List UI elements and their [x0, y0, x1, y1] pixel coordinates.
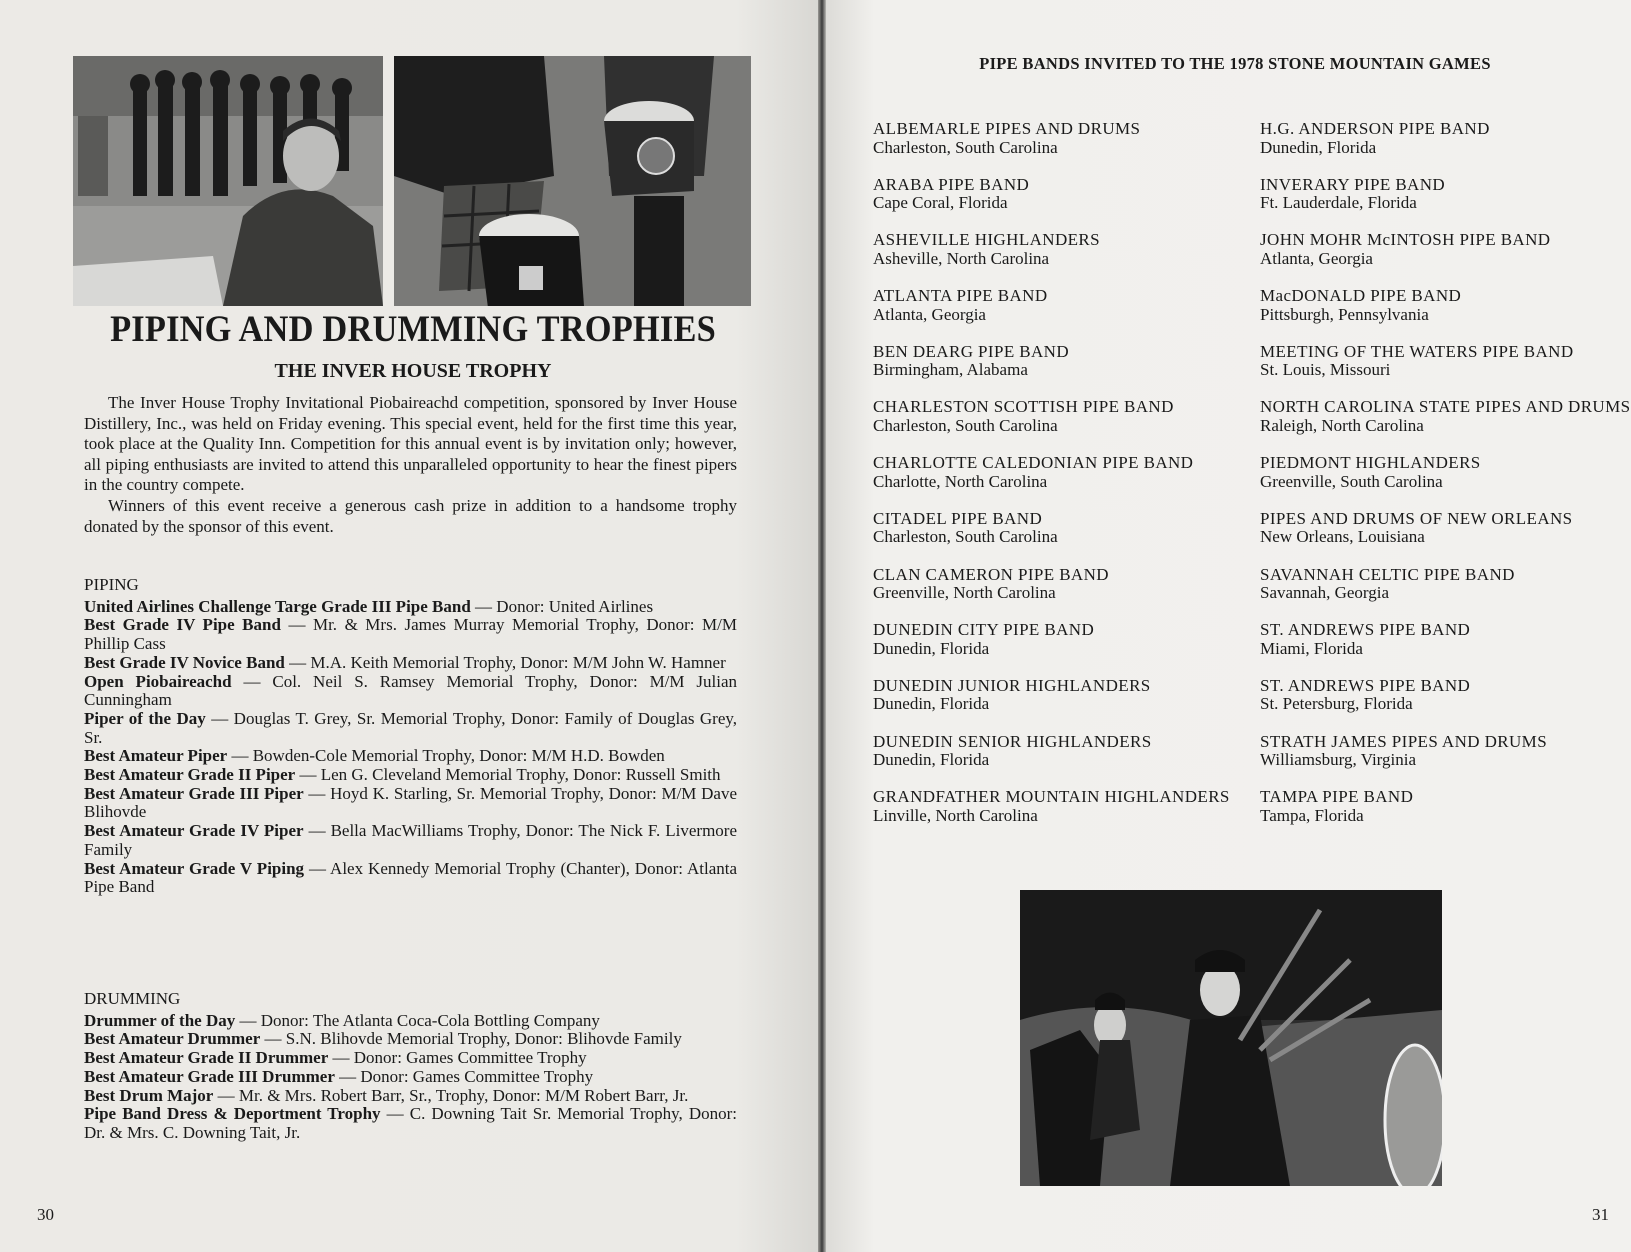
award-item	[84, 1068, 737, 1087]
award-detail: — Bella MacWilliams Trophy, Donor: The Nick F. Livermore Family	[84, 821, 737, 859]
bands-heading: PIPE BANDS INVITED TO THE 1978 STONE MOUNTAIN GAMES	[979, 54, 1491, 73]
section-subtitle: THE INVER HOUSE TROPHY	[274, 360, 552, 382]
photo-drummers	[394, 56, 751, 306]
band-entry	[1260, 510, 1631, 547]
band-location: Atlanta, Georgia	[873, 304, 986, 324]
award-name: Best Grade IV Novice Band	[84, 652, 285, 672]
band-location: Atlanta, Georgia	[1260, 248, 1373, 268]
band-name: CHARLESTON SCOTTISH PIPE BAND	[873, 397, 1174, 417]
award-name: United Airlines Challenge Targe Grade III Pipe Band	[84, 596, 471, 616]
award-item	[84, 1030, 737, 1049]
band-entry	[1260, 733, 1631, 770]
award-name: Best Amateur Grade II Piper	[84, 765, 296, 785]
band-name: ST. ANDREWS PIPE BAND	[1260, 620, 1471, 640]
band-location: Miami, Florida	[1260, 638, 1363, 658]
award-detail: — Hoyd K. Starling, Sr. Memorial Trophy, Donor: M/M Dave Blihovde	[84, 783, 737, 822]
award-item	[84, 766, 737, 785]
band-entry	[1260, 120, 1631, 157]
band-entry	[873, 343, 1253, 380]
band-entry	[873, 677, 1253, 714]
band-entry	[873, 176, 1253, 213]
award-item	[84, 822, 737, 859]
band-name: SAVANNAH CELTIC PIPE BAND	[1260, 564, 1515, 584]
band-entry	[1260, 398, 1631, 435]
band-name: DUNEDIN CITY PIPE BAND	[873, 620, 1095, 640]
band-name: ATLANTA PIPE BAND	[873, 286, 1048, 306]
award-detail: — Mr. & Mrs. Robert Barr, Sr., Trophy, Donor: M/M Robert Barr, Jr.	[217, 1085, 689, 1105]
award-name: Best Amateur Grade II Drummer	[84, 1048, 329, 1068]
award-item	[84, 785, 737, 822]
band-location: Linville, North Carolina	[873, 805, 1038, 825]
book-spine	[818, 0, 826, 1252]
band-name: JOHN MOHR McINTOSH PIPE BAND	[1260, 230, 1551, 250]
photo-female-pipers	[1020, 890, 1442, 1186]
band-location: Greenville, South Carolina	[1260, 471, 1443, 491]
band-entry	[1260, 677, 1631, 714]
award-name: Drummer of the Day	[84, 1010, 236, 1030]
band-name: MEETING OF THE WATERS PIPE BAND	[1260, 341, 1574, 361]
award-detail: — Donor: Games Committee Trophy	[332, 1048, 587, 1068]
award-detail: — Bowden-Cole Memorial Trophy, Donor: M/M H.D. Bowden	[231, 746, 665, 766]
award-item	[84, 1012, 737, 1031]
band-location: Charleston, South Carolina	[873, 137, 1058, 157]
band-location: Dunedin, Florida	[873, 750, 990, 770]
band-entry	[873, 733, 1253, 770]
piping-section	[84, 576, 737, 897]
band-location: Charleston, South Carolina	[873, 416, 1058, 436]
band-name: INVERARY PIPE BAND	[1260, 174, 1446, 194]
band-entry	[873, 510, 1253, 547]
band-name: ARABA PIPE BAND	[873, 174, 1030, 194]
award-item	[84, 710, 737, 747]
page-number-left: 30	[37, 1205, 54, 1224]
band-location: Dunedin, Florida	[873, 694, 990, 714]
band-name: DUNEDIN SENIOR HIGHLANDERS	[873, 731, 1152, 751]
award-name: Pipe Band Dress & Deportment Trophy	[84, 1104, 381, 1124]
band-location: Cape Coral, Florida	[873, 193, 1008, 213]
award-detail: — S.N. Blihovde Memorial Trophy, Donor: Blihovde Family	[264, 1029, 682, 1049]
drumming-heading: DRUMMING	[84, 989, 181, 1008]
bands-column-left	[873, 120, 1253, 844]
page-number-right: 31	[1592, 1205, 1609, 1224]
band-entry	[873, 788, 1253, 825]
band-location: Asheville, North Carolina	[873, 248, 1050, 268]
band-name: CLAN CAMERON PIPE BAND	[873, 564, 1109, 584]
band-location: Greenville, North Carolina	[873, 583, 1056, 603]
band-location: St. Petersburg, Florida	[1260, 694, 1413, 714]
band-name: H.G. ANDERSON PIPE BAND	[1260, 119, 1490, 138]
award-item	[84, 673, 737, 710]
band-entry	[1260, 287, 1631, 324]
band-location: Ft. Lauderdale, Florida	[1260, 193, 1417, 213]
band-name: ST. ANDREWS PIPE BAND	[1260, 675, 1471, 695]
band-name: PIEDMONT HIGHLANDERS	[1260, 453, 1481, 473]
award-name: Best Amateur Drummer	[84, 1029, 261, 1049]
award-detail: — M.A. Keith Memorial Trophy, Donor: M/M John W. Hamner	[289, 652, 726, 672]
band-name: CHARLOTTE CALEDONIAN PIPE BAND	[873, 453, 1194, 473]
band-location: Raleigh, North Carolina	[1260, 416, 1424, 436]
band-location: St. Louis, Missouri	[1260, 360, 1391, 380]
band-name: GRANDFATHER MOUNTAIN HIGHLANDERS	[873, 787, 1230, 807]
award-detail: — Alex Kennedy Memorial Trophy (Chanter), Donor: Atlanta Pipe Band	[84, 858, 738, 897]
band-entry	[873, 566, 1253, 603]
award-detail: — Col. Neil S. Ramsey Memorial Trophy, Donor: M/M Julian Cunningham	[84, 671, 738, 710]
band-location: Charlotte, North Carolina	[873, 471, 1048, 491]
award-item	[84, 747, 737, 766]
piping-heading: PIPING	[84, 575, 139, 594]
band-name: BEN DEARG PIPE BAND	[873, 341, 1070, 361]
band-name: MacDONALD PIPE BAND	[1260, 286, 1462, 306]
award-detail: — Donor: Games Committee Trophy	[339, 1066, 594, 1086]
band-location: Charleston, South Carolina	[873, 527, 1058, 547]
award-name: Best Amateur Grade III Drummer	[84, 1066, 335, 1086]
band-location: Dunedin, Florida	[1260, 137, 1377, 157]
band-entry	[1260, 454, 1631, 491]
band-entry	[1260, 231, 1631, 268]
award-detail: — Douglas T. Grey, Sr. Memorial Trophy, Donor: Family of Douglas Grey, Sr.	[84, 708, 738, 747]
band-location: New Orleans, Louisiana	[1260, 527, 1425, 547]
award-item	[84, 654, 737, 673]
band-location: Williamsburg, Virginia	[1260, 750, 1417, 770]
band-name: ALBEMARLE PIPES AND DRUMS	[873, 119, 1141, 138]
band-entry	[873, 454, 1253, 491]
band-location: Dunedin, Florida	[873, 638, 990, 658]
drumming-section	[84, 990, 737, 1143]
award-name: Best Grade IV Pipe Band	[84, 615, 281, 635]
band-entry	[873, 398, 1253, 435]
award-name: Piper of the Day	[84, 708, 206, 728]
band-entry	[873, 287, 1253, 324]
award-detail: — Len G. Cleveland Memorial Trophy, Donor: Russell Smith	[299, 765, 721, 785]
award-item	[84, 1105, 737, 1142]
band-entry	[1260, 343, 1631, 380]
band-location: Tampa, Florida	[1260, 805, 1364, 825]
band-name: NORTH CAROLINA STATE PIPES AND DRUMS	[1260, 397, 1631, 417]
award-item	[84, 598, 737, 617]
band-entry	[873, 231, 1253, 268]
band-location: Savannah, Georgia	[1260, 583, 1390, 603]
photo-judge-and-pipers	[73, 56, 383, 306]
band-entry	[1260, 176, 1631, 213]
band-entry	[1260, 566, 1631, 603]
award-name: Best Amateur Piper	[84, 746, 228, 766]
page-title: PIPING AND DRUMMING TROPHIES	[110, 309, 716, 350]
band-name: TAMPA PIPE BAND	[1260, 787, 1414, 807]
award-item	[84, 616, 737, 653]
band-entry	[873, 120, 1253, 157]
award-detail: — Mr. & Mrs. James Murray Memorial Trophy, Donor: M/M Phillip Cass	[84, 615, 737, 654]
paragraph: The Inver House Trophy Invitational Piobaireachd competition, sponsored by Inver House Distillery, Inc., was held on Friday evening. This special event, held for the first time this year, took place at the Quality Inn. Competition for this annual event is by invitation only; however, all piping enthusiasts are invited to attend this unparalleled opportunity to hear the finest pipers in the country compete.	[84, 393, 737, 495]
award-detail: — C. Downing Tait Sr. Memorial Trophy, Donor: Dr. & Mrs. C. Downing Tait, Jr.	[84, 1104, 737, 1142]
award-detail: — Donor: United Airlines	[475, 596, 654, 616]
award-item	[84, 1049, 737, 1068]
award-detail: — Donor: The Atlanta Coca-Cola Bottling Company	[239, 1010, 600, 1030]
bands-column-right	[1260, 120, 1631, 844]
award-name: Best Amateur Grade III Piper	[84, 783, 304, 803]
intro-text	[84, 393, 737, 537]
band-name: CITADEL PIPE BAND	[873, 508, 1043, 528]
band-entry	[873, 621, 1253, 658]
award-item	[84, 860, 737, 897]
award-item	[84, 1087, 737, 1106]
award-name: Open Piobaireachd	[84, 671, 232, 691]
band-name: STRATH JAMES PIPES AND DRUMS	[1260, 731, 1548, 751]
band-entry	[1260, 621, 1631, 658]
award-name: Best Amateur Grade IV Piper	[84, 821, 304, 841]
band-name: ASHEVILLE HIGHLANDERS	[873, 230, 1101, 250]
band-name: DUNEDIN JUNIOR HIGHLANDERS	[873, 675, 1151, 695]
award-name: Best Amateur Grade V Piping	[84, 858, 305, 878]
band-location: Birmingham, Alabama	[873, 360, 1028, 380]
paragraph: Winners of this event receive a generous cash prize in addition to a handsome trophy donated by the sponsor of this event.	[84, 495, 737, 536]
award-name: Best Drum Major	[84, 1085, 214, 1105]
band-location: Pittsburgh, Pennsylvania	[1260, 304, 1429, 324]
band-name: PIPES AND DRUMS OF NEW ORLEANS	[1260, 508, 1573, 528]
band-entry	[1260, 788, 1631, 825]
